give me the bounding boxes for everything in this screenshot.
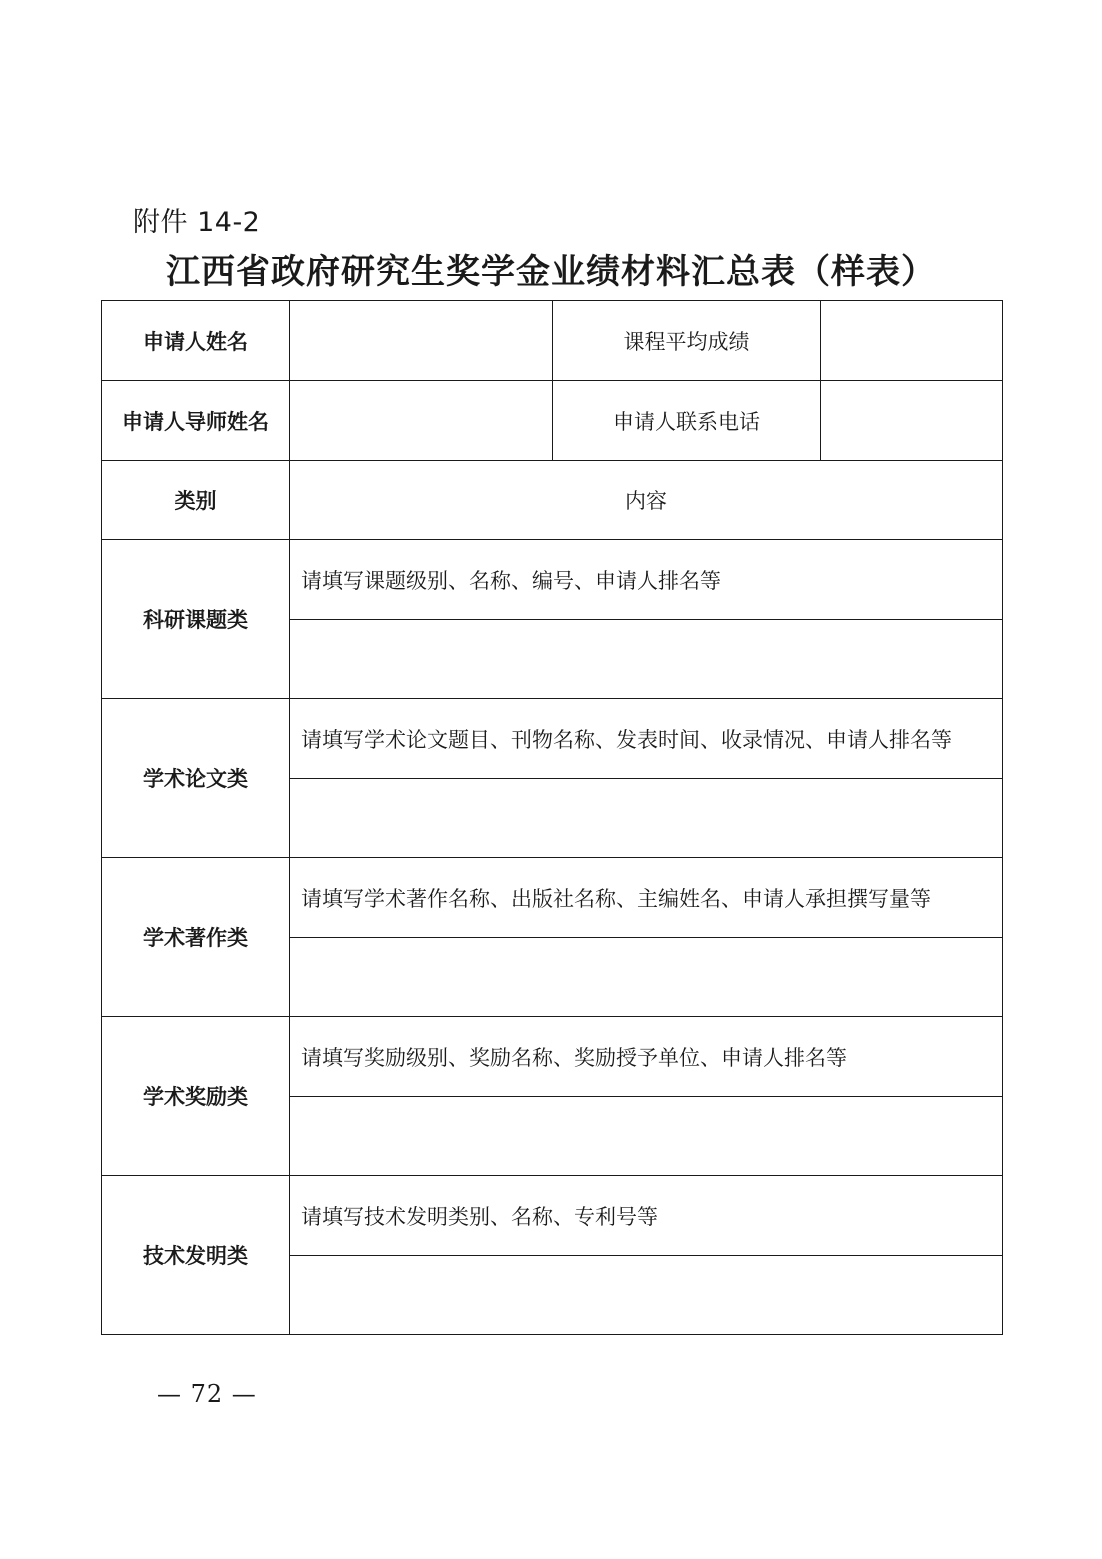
category-row <box>102 540 1003 620</box>
category-name: 技术发明类 <box>102 1176 290 1335</box>
category-entry-field[interactable] <box>290 938 1003 1017</box>
category-name: 科研课题类 <box>102 540 290 699</box>
average-grade-label: 课程平均成绩 <box>553 301 821 381</box>
category-hint: 请填写课题级别、名称、编号、申请人排名等 <box>290 540 1003 620</box>
applicant-name-label: 申请人姓名 <box>102 301 290 381</box>
category-row <box>102 1017 1003 1097</box>
page-number: — 72 — <box>157 1380 257 1408</box>
category-name: 学术著作类 <box>102 858 290 1017</box>
summary-table <box>101 300 1003 1335</box>
category-hint: 请填写奖励级别、奖励名称、奖励授予单位、申请人排名等 <box>290 1017 1003 1097</box>
applicant-name-row <box>102 301 1003 381</box>
phone-label: 申请人联系电话 <box>553 381 821 461</box>
category-entry-field[interactable] <box>290 620 1003 699</box>
category-row <box>102 699 1003 779</box>
category-hint: 请填写学术著作名称、出版社名称、主编姓名、申请人承担撰写量等 <box>290 858 1003 938</box>
attachment-label: 附件 14-2 <box>133 207 261 238</box>
column-header-row <box>102 461 1003 540</box>
average-grade-field[interactable] <box>821 301 1003 381</box>
category-name: 学术论文类 <box>102 699 290 858</box>
document-title: 江西省政府研究生奖学金业绩材料汇总表（样表） <box>166 252 936 292</box>
content-column-header: 内容 <box>290 461 1003 540</box>
category-row <box>102 858 1003 938</box>
category-entry-field[interactable] <box>290 1097 1003 1176</box>
phone-field[interactable] <box>821 381 1003 461</box>
category-entry-field[interactable] <box>290 1256 1003 1335</box>
applicant-name-field[interactable] <box>290 301 553 381</box>
category-name: 学术奖励类 <box>102 1017 290 1176</box>
supervisor-name-label: 申请人导师姓名 <box>102 381 290 461</box>
supervisor-row <box>102 381 1003 461</box>
supervisor-name-field[interactable] <box>290 381 553 461</box>
category-hint: 请填写技术发明类别、名称、专利号等 <box>290 1176 1003 1256</box>
category-hint: 请填写学术论文题目、刊物名称、发表时间、收录情况、申请人排名等 <box>290 699 1003 779</box>
category-row <box>102 1176 1003 1256</box>
category-entry-field[interactable] <box>290 779 1003 858</box>
category-column-header: 类别 <box>102 461 290 540</box>
